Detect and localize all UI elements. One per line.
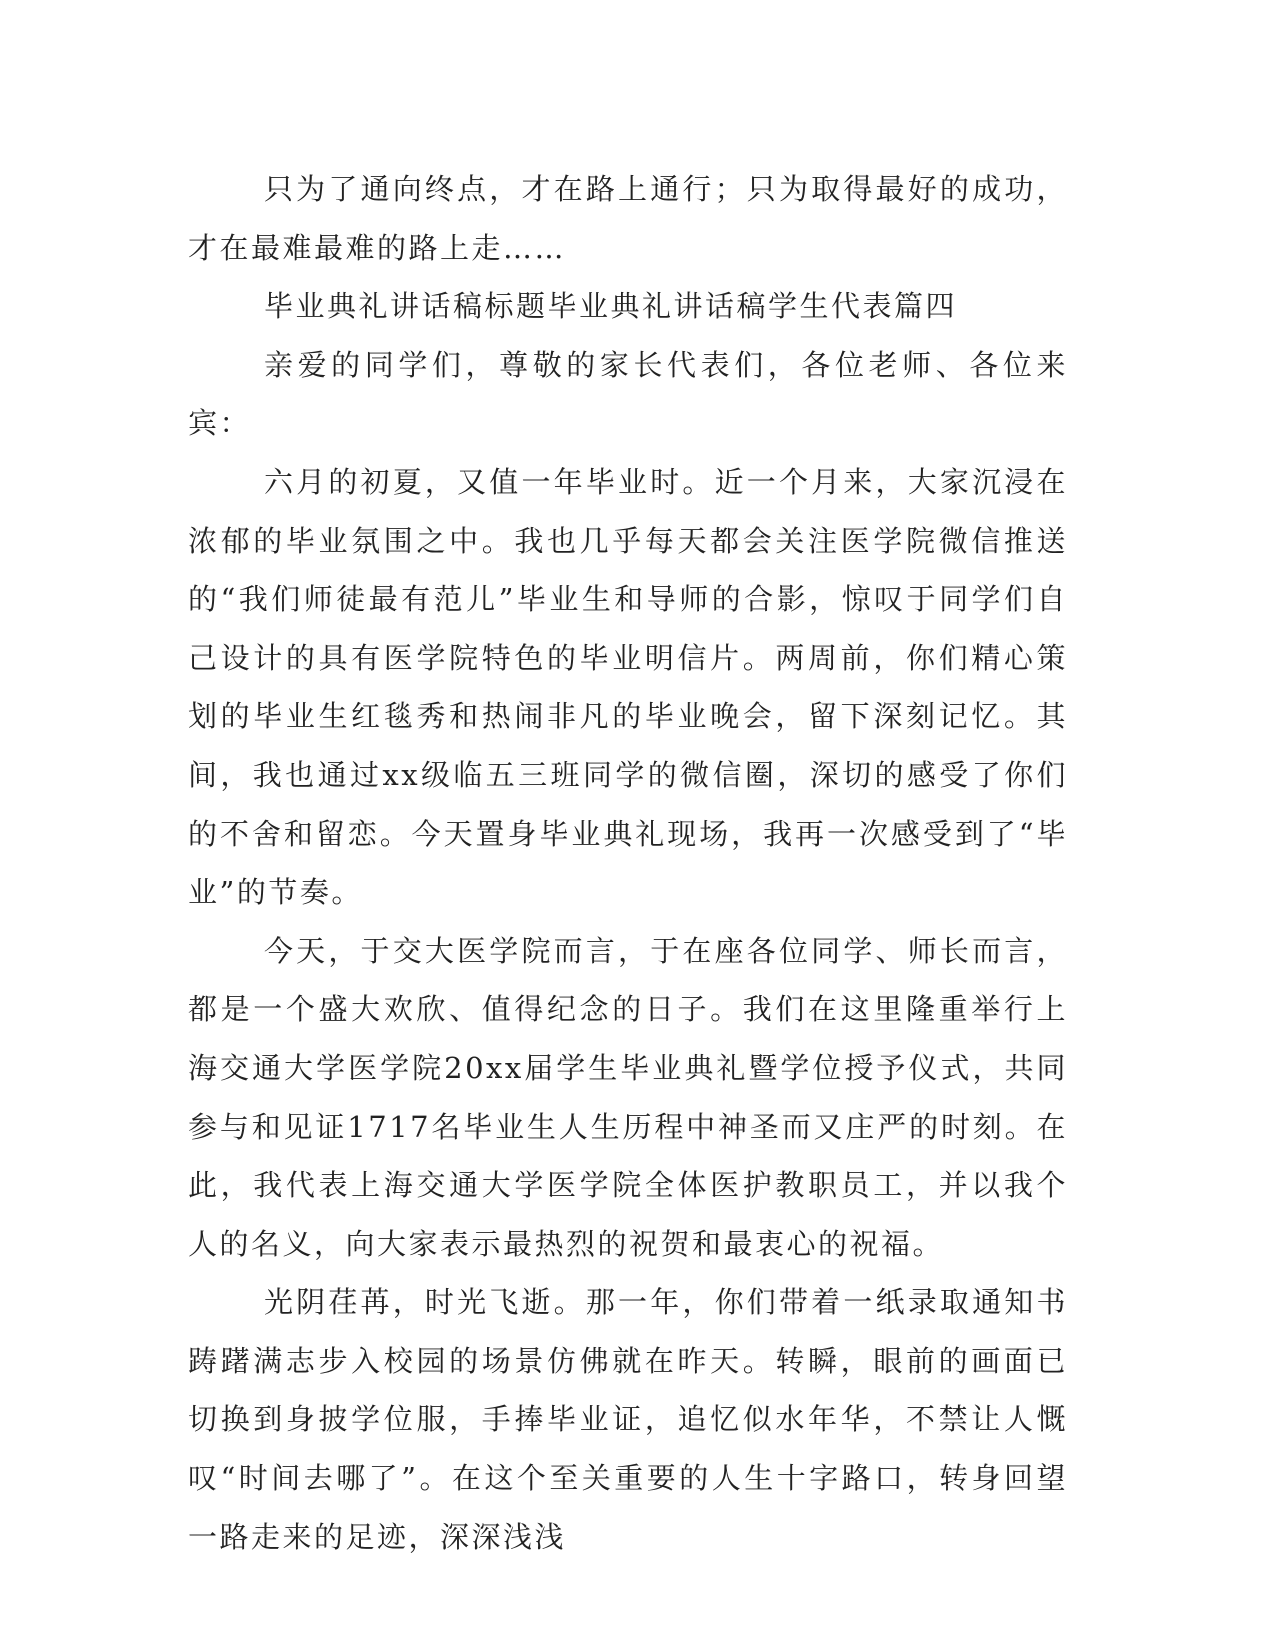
paragraph-closing-line: 只为了通向终点，才在路上通行；只为取得最好的成功，才在最难最难的路上走……: [188, 172, 1068, 265]
paragraph-time-flies: 光阴荏苒，时光飞逝。那一年，你们带着一纸录取通知书踌躇满志步入校园的场景仿佛就在昨天。转瞬，眼前的画面已切换到身披学位服，手捧毕业证，追忆似水年华，不禁让人慨叹“时间去哪了”。在这个至关重要的人生十字路口，转身回望一路走来的足迹，深深浅浅: [188, 1285, 1068, 1554]
salutation: 亲爱的同学们，尊敬的家长代表们，各位老师、各位来宾：: [188, 347, 1068, 441]
paragraph-early-summer: 六月的初夏，又值一年毕业时。近一个月来，大家沉浸在浓郁的毕业氛围之中。我也几乎每天都会关注医学院微信推送的“我们师徒最有范儿”毕业生和导师的合影，惊叹于同学们自己设计的具有医学院特色的毕业明信片。两周前，你们精心策划的毕业生红毯秀和热闹非凡的毕业晚会，留下深刻记忆。其间，我也通过xx级临五三班同学的微信圈，深切的感受了你们的不舍和留恋。今天置身毕业典礼现场，我再一次感受到了“毕业”的节奏。: [188, 464, 1068, 910]
section-heading: 毕业典礼讲话稿标题毕业典礼讲话稿学生代表篇四: [264, 289, 958, 324]
paragraph-today: 今天，于交大医学院而言，于在座各位同学、师长而言，都是一个盛大欢欣、值得纪念的日子。我们在这里隆重举行上海交通大学医学院20xx届学生毕业典礼暨学位授予仪式，共同参与和见证1717名毕业生人生历程中神圣而又庄严的时刻。在此，我代表上海交通大学医学院全体医护教职员工，并以我个人的名义，向大家表示最热烈的祝贺和最衷心的祝福。: [188, 933, 1068, 1261]
document-body: [188, 160, 1068, 1566]
